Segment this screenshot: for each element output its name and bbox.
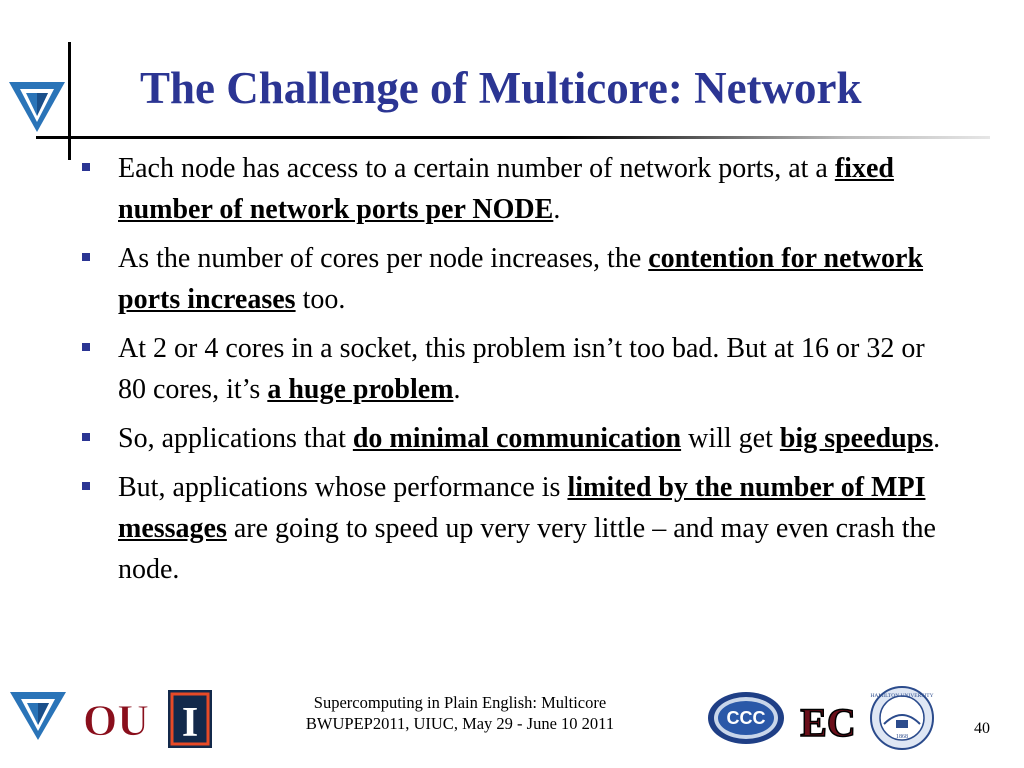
slide-title: The Challenge of Multicore: Network	[140, 63, 862, 113]
bullet-emphasis: do minimal communication	[352, 423, 682, 454]
bullet-text: will get	[681, 423, 780, 454]
square-bullet-icon	[82, 433, 90, 441]
bullet-emphasis: a huge problem	[267, 374, 454, 405]
bullet-emphasis: fixed number of network ports per NODE	[118, 153, 894, 225]
square-bullet-icon	[82, 482, 90, 490]
ccc-logo-icon	[706, 690, 786, 746]
title-horizontal-rule	[36, 136, 990, 139]
bullet-text: are going to speed up very very little – and may even crash the node.	[118, 513, 936, 585]
square-bullet-icon	[82, 343, 90, 351]
illinois-logo-text: I	[181, 700, 199, 746]
hamilton-seal-icon	[870, 686, 934, 750]
oscer-triangle-icon	[6, 76, 68, 136]
bullet-emphasis: contention for network ports increases	[118, 243, 924, 315]
page-number: 40	[974, 720, 990, 737]
oscer-triangle-footer-icon	[8, 688, 68, 744]
hamilton-seal-year: 1868	[896, 734, 908, 740]
bullet-item	[78, 418, 958, 459]
bullet-text: .	[933, 423, 941, 454]
footer-line-2: BWUPEP2011, UIUC, May 29 - June 10 2011	[305, 714, 615, 733]
square-bullet-icon	[82, 253, 90, 261]
ec-logo-icon	[800, 688, 856, 748]
bullet-item	[78, 148, 958, 230]
bullet-list	[78, 148, 958, 598]
ou-logo-icon	[83, 683, 149, 749]
bullet-emphasis: limited by the number of MPI messages	[118, 472, 926, 544]
bullet-text: So, applications that	[118, 423, 353, 454]
square-bullet-icon	[82, 163, 90, 171]
ec-logo-text: EC	[800, 700, 856, 745]
footer-line-1: Supercomputing in Plain English: Multicore	[313, 693, 607, 712]
title-vertical-rule	[68, 42, 71, 160]
bullet-emphasis: big speedups	[779, 423, 934, 454]
ccc-logo-text: CCC	[726, 708, 766, 728]
bullet-item	[78, 238, 958, 320]
bullet-item	[78, 467, 958, 590]
bullet-text: .	[553, 194, 561, 225]
illinois-logo-icon	[168, 690, 212, 748]
ou-logo-text: OU	[83, 696, 149, 745]
hamilton-seal-text: HAMILTON UNIVERSITY	[870, 693, 934, 699]
bullet-text: But, applications whose performance is	[118, 472, 568, 503]
bullet-text: As the number of cores per node increases, the	[118, 243, 649, 274]
bullet-text: too.	[295, 284, 346, 315]
bullet-text: Each node has access to a certain number of network ports, at a	[118, 153, 835, 184]
bullet-text: .	[453, 374, 461, 405]
footer-caption	[240, 692, 680, 734]
bullet-text: At 2 or 4 cores in a socket, this problem isn’t too bad. But at 16 or 32 or 80 cores, it’s	[118, 333, 925, 405]
bullet-item	[78, 328, 958, 410]
